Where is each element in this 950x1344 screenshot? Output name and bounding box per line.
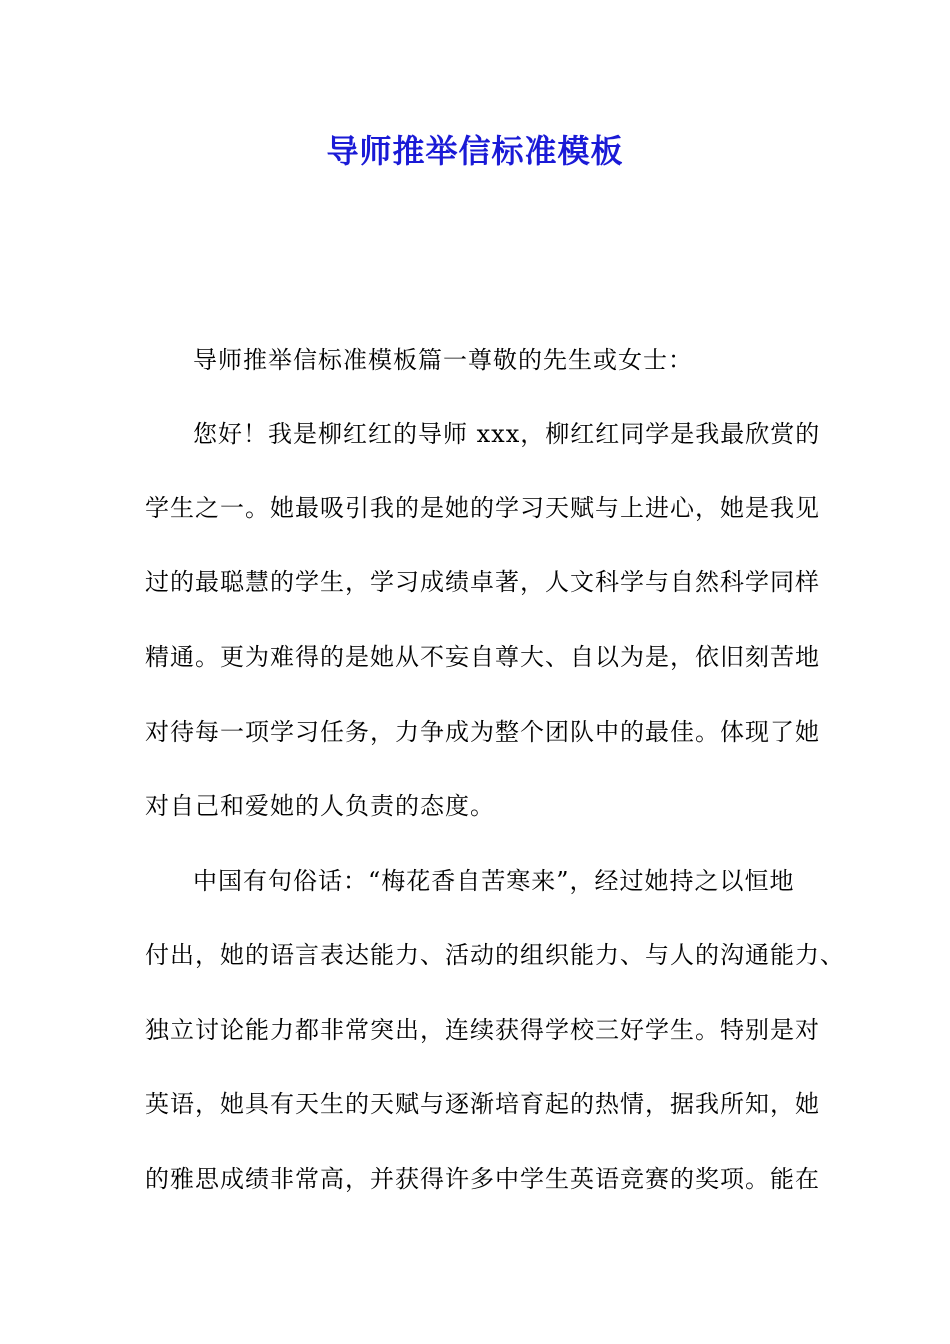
- body-line: 您好！我是柳红红的导师 xxx，柳红红同学是我最欣赏的: [193, 420, 821, 448]
- body-line: 精通。更为难得的是她从不妄自尊大、自以为是，依旧刻苦地: [145, 643, 820, 671]
- body-line: 英语，她具有天生的天赋与逐渐培育起的热情，据我所知，她: [145, 1090, 820, 1118]
- salutation-line: 导师推举信标准模板篇一尊敬的先生或女士：: [193, 346, 693, 374]
- document-title: 导师推举信标准模板: [326, 132, 624, 170]
- body-line: 对待每一项学习任务，力争成为整个团队中的最佳。体现了她: [145, 718, 820, 746]
- body-line: 独立讨论能力都非常突出，连续获得学校三好学生。特别是对: [145, 1016, 820, 1044]
- body-line: 付出，她的语言表达能力、活动的组织能力、与人的沟通能力、: [145, 941, 845, 969]
- body-line: 过的最聪慧的学生，学习成绩卓著，人文科学与自然科学同样: [145, 568, 820, 596]
- body-line: 对自己和爱她的人负责的态度。: [145, 792, 495, 820]
- body-line: 的雅思成绩非常高，并获得许多中学生英语竞赛的奖项。能在: [145, 1165, 820, 1193]
- body-line: 学生之一。她最吸引我的是她的学习天赋与上进心，她是我见: [145, 494, 820, 522]
- body-line: 中国有句俗话：“梅花香自苦寒来”，经过她持之以恒地: [193, 867, 795, 895]
